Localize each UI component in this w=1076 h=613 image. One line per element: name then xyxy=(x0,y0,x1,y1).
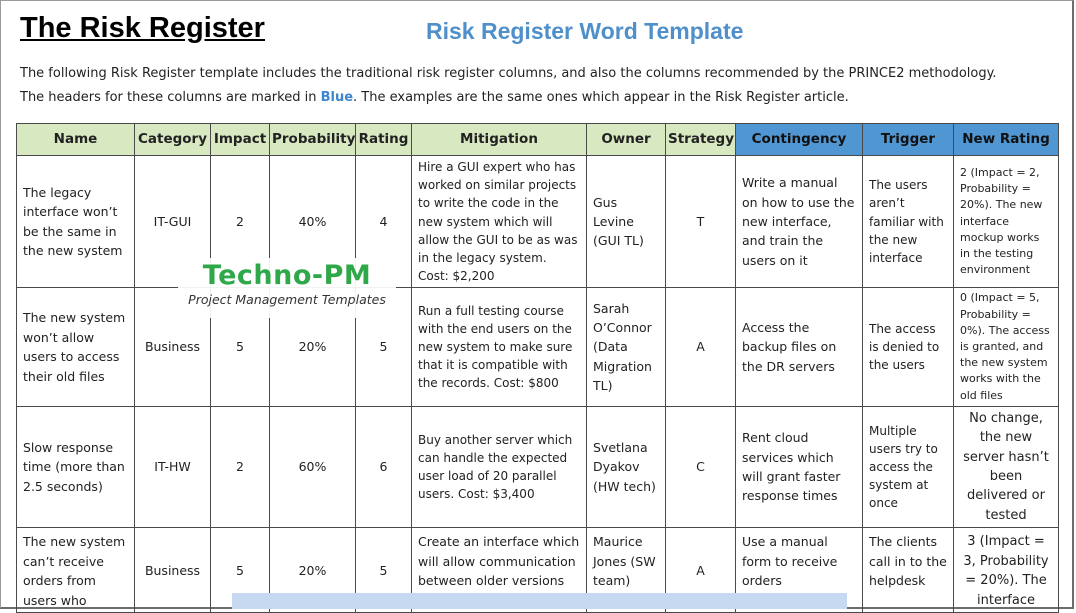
table-row xyxy=(17,406,1059,527)
cell-rating: 5 xyxy=(356,288,412,406)
cell-mitigation: Hire a GUI expert who has worked on similar projects to write the code in the new system which will allow the GUI to be as was in the legacy system. Cost: $2,200 xyxy=(412,156,587,288)
cell-trigger: Multiple users try to access the system at once xyxy=(863,406,954,527)
cell-owner: Svetlana Dyakov (HW tech) xyxy=(587,406,666,527)
table-row xyxy=(17,288,1059,406)
cell-contingency: Rent cloud services which will grant faster response times xyxy=(736,406,863,527)
cell-mitigation: Run a full testing course with the end users on the new system to make sure that it is compatible with the records. Cost: $800 xyxy=(412,288,587,406)
cell-new-rating: 0 (Impact = 5, Probability = 0%). The access is granted, and the new system works with the old files xyxy=(954,288,1059,406)
cell-new-rating: 3 (Impact = 3, Probability = 20%). The interface xyxy=(954,528,1059,613)
cell-category: IT-HW xyxy=(135,406,211,527)
cell-contingency: Write a manual on how to use the new interface, and train the users on it xyxy=(736,156,863,288)
header-contingency: Contingency xyxy=(736,124,863,156)
intro-blue-word: Blue xyxy=(320,90,354,105)
cell-category: IT-GUI xyxy=(135,156,211,288)
cell-strategy: C xyxy=(666,406,736,527)
intro-text xyxy=(20,62,1060,110)
cell-strategy: A xyxy=(666,288,736,406)
cell-probability: 20% xyxy=(270,528,356,613)
header-category: Category xyxy=(135,124,211,156)
cell-category: Business xyxy=(135,288,211,406)
header-rating: Rating xyxy=(356,124,412,156)
watermark-tagline: Project Management Templates xyxy=(188,292,386,307)
cell-new-rating: No change, the new server hasn’t been delivered or tested xyxy=(954,406,1059,527)
cell-mitigation: Create an interface which will allow communication between older versions xyxy=(412,528,587,613)
cell-rating: 4 xyxy=(356,156,412,288)
page-bottom-band xyxy=(232,593,847,609)
intro-line-1: The following Risk Register template includes the traditional risk register columns, and also the columns recommended by the PRINCE2 methodology. xyxy=(20,66,997,81)
cell-owner: Maurice Jones (SW team) xyxy=(587,528,666,613)
cell-probability: 60% xyxy=(270,406,356,527)
cell-probability: 20% xyxy=(270,288,356,406)
techno-pm-watermark xyxy=(178,258,396,318)
table-header-row xyxy=(17,124,1059,156)
cell-impact: 5 xyxy=(211,528,270,613)
cell-trigger: The access is denied to the users xyxy=(863,288,954,406)
cell-new-rating: 2 (Impact = 2, Probability = 20%). The new interface mockup works in the testing environment xyxy=(954,156,1059,288)
document-title: The Risk Register xyxy=(20,12,265,44)
cell-probability: 40% xyxy=(270,156,356,288)
header-name: Name xyxy=(17,124,135,156)
table-row xyxy=(17,156,1059,288)
header-new-rating: New Rating xyxy=(954,124,1059,156)
intro-line-2-start: The headers for these columns are marked in xyxy=(20,90,321,105)
intro-line-2-end: . The examples are the same ones which appear in the Risk Register article. xyxy=(353,90,849,105)
cell-mitigation: Buy another server which can handle the expected user load of 20 parallel users. Cost: $3,400 xyxy=(412,406,587,527)
cell-impact: 5 xyxy=(211,288,270,406)
cell-name: The new system won’t allow users to access their old files xyxy=(17,288,135,406)
cell-name: The new system can’t receive orders from users who xyxy=(17,528,135,613)
header-impact: Impact xyxy=(211,124,270,156)
cell-impact: 2 xyxy=(211,406,270,527)
header-trigger: Trigger xyxy=(863,124,954,156)
header-probability: Probability xyxy=(270,124,356,156)
cell-owner: Gus Levine (GUI TL) xyxy=(587,156,666,288)
cell-strategy: T xyxy=(666,156,736,288)
cell-rating: 6 xyxy=(356,406,412,527)
cell-owner: Sarah O’Connor (Data Migration TL) xyxy=(587,288,666,406)
header-strategy: Strategy xyxy=(666,124,736,156)
cell-name: Slow response time (more than 2.5 seconds) xyxy=(17,406,135,527)
cell-category: Business xyxy=(135,528,211,613)
cell-rating: 5 xyxy=(356,528,412,613)
cell-trigger: The clients call in to the helpdesk xyxy=(863,528,954,613)
cell-contingency: Use a manual form to receive orders xyxy=(736,528,863,613)
watermark-brand-name: Techno-PM xyxy=(202,260,372,291)
cell-impact: 2 xyxy=(211,156,270,288)
document-subtitle: Risk Register Word Template xyxy=(426,18,744,44)
header-mitigation: Mitigation xyxy=(412,124,587,156)
header-owner: Owner xyxy=(587,124,666,156)
cell-strategy: A xyxy=(666,528,736,613)
cell-trigger: The users aren’t familiar with the new interface xyxy=(863,156,954,288)
cell-contingency: Access the backup files on the DR servers xyxy=(736,288,863,406)
intro-line-2 xyxy=(20,86,1060,110)
cell-name: The legacy interface won’t be the same in the new system xyxy=(17,156,135,288)
risk-register-table xyxy=(16,123,1059,613)
